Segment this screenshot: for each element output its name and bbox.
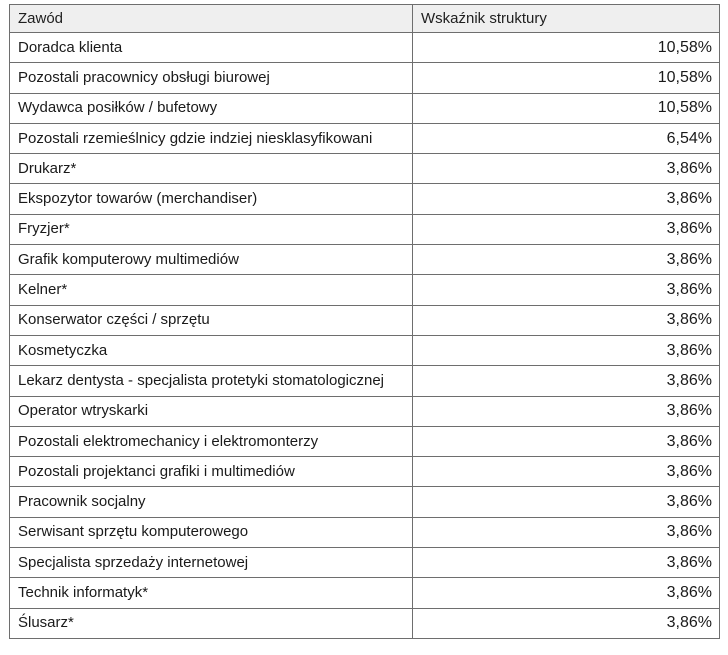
structure-value-cell: 3,86%: [413, 366, 720, 396]
structure-value-cell: 3,86%: [413, 305, 720, 335]
structure-value-cell: 3,86%: [413, 396, 720, 426]
table-row: [10, 214, 720, 244]
structure-value-cell: 3,86%: [413, 517, 720, 547]
structure-value-cell: 3,86%: [413, 335, 720, 365]
table-row: [10, 578, 720, 608]
occupation-cell: Fryzjer*: [10, 214, 413, 244]
structure-value-cell: 10,58%: [413, 93, 720, 123]
occupation-cell: Wydawca posiłków / bufetowy: [10, 93, 413, 123]
occupation-cell: Grafik komputerowy multimediów: [10, 245, 413, 275]
occupation-cell: Doradca klienta: [10, 33, 413, 63]
header-row: [10, 5, 720, 33]
occupation-cell: Ekspozytor towarów (merchandiser): [10, 184, 413, 214]
occupation-cell: Drukarz*: [10, 154, 413, 184]
occupation-cell: Pozostali pracownicy obsługi biurowej: [10, 63, 413, 93]
structure-value-cell: 3,86%: [413, 214, 720, 244]
table-row: [10, 426, 720, 456]
occupation-structure-table: [9, 4, 720, 639]
table-header: [10, 5, 720, 33]
structure-value-cell: 3,86%: [413, 184, 720, 214]
occupation-cell: Operator wtryskarki: [10, 396, 413, 426]
occupation-cell: Pozostali rzemieślnicy gdzie indziej niesklasyfikowani: [10, 123, 413, 153]
column-header-occupation: Zawód: [10, 5, 413, 33]
structure-value-cell: 10,58%: [413, 33, 720, 63]
table-row: [10, 396, 720, 426]
table-row: [10, 366, 720, 396]
column-header-structure-index: Wskaźnik struktury: [413, 5, 720, 33]
table-row: [10, 123, 720, 153]
occupation-cell: Ślusarz*: [10, 608, 413, 638]
structure-value-cell: 3,86%: [413, 457, 720, 487]
table-row: [10, 33, 720, 63]
structure-value-cell: 3,86%: [413, 275, 720, 305]
table-row: [10, 548, 720, 578]
table-row: [10, 517, 720, 547]
occupation-cell: Pozostali elektromechanicy i elektromonterzy: [10, 426, 413, 456]
occupation-cell: Kelner*: [10, 275, 413, 305]
occupation-cell: Pracownik socjalny: [10, 487, 413, 517]
table-row: [10, 305, 720, 335]
table-row: [10, 93, 720, 123]
table-row: [10, 487, 720, 517]
occupation-cell: Kosmetyczka: [10, 335, 413, 365]
structure-value-cell: 3,86%: [413, 245, 720, 275]
table-row: [10, 245, 720, 275]
table-row: [10, 184, 720, 214]
occupation-cell: Technik informatyk*: [10, 578, 413, 608]
structure-table-container: [9, 4, 719, 639]
occupation-cell: Konserwator części / sprzętu: [10, 305, 413, 335]
occupation-cell: Lekarz dentysta - specjalista protetyki stomatologicznej: [10, 366, 413, 396]
table-row: [10, 275, 720, 305]
table-row: [10, 63, 720, 93]
occupation-cell: Specjalista sprzedaży internetowej: [10, 548, 413, 578]
structure-value-cell: 10,58%: [413, 63, 720, 93]
structure-value-cell: 3,86%: [413, 487, 720, 517]
table-body: [10, 33, 720, 639]
structure-value-cell: 6,54%: [413, 123, 720, 153]
structure-value-cell: 3,86%: [413, 154, 720, 184]
table-row: [10, 154, 720, 184]
structure-value-cell: 3,86%: [413, 548, 720, 578]
occupation-cell: Pozostali projektanci grafiki i multimediów: [10, 457, 413, 487]
table-row: [10, 335, 720, 365]
structure-value-cell: 3,86%: [413, 426, 720, 456]
structure-value-cell: 3,86%: [413, 608, 720, 638]
structure-value-cell: 3,86%: [413, 578, 720, 608]
table-row: [10, 608, 720, 638]
table-row: [10, 457, 720, 487]
occupation-cell: Serwisant sprzętu komputerowego: [10, 517, 413, 547]
